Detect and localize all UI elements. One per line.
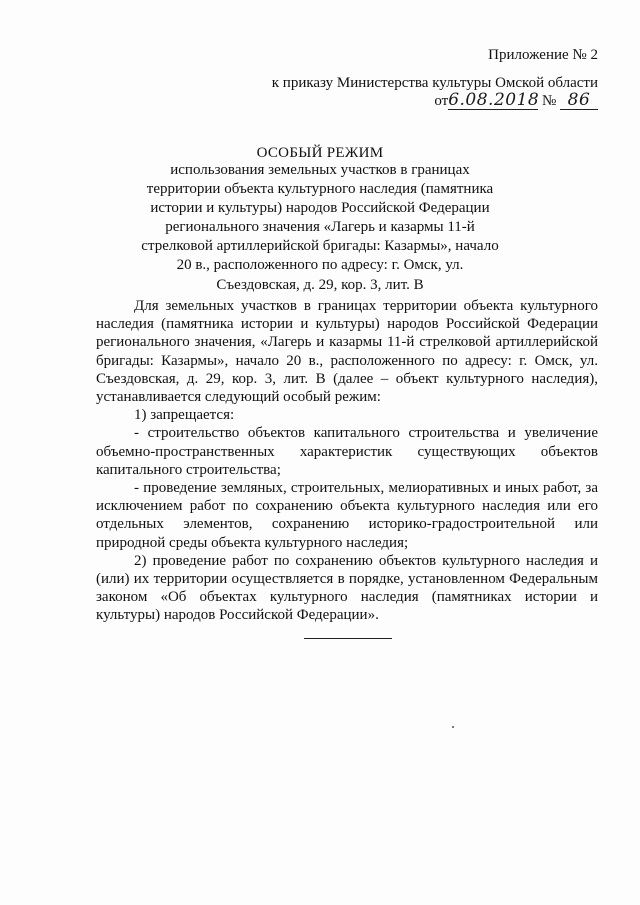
number-prefix: № bbox=[541, 93, 557, 109]
order-date-number bbox=[434, 91, 598, 110]
item-1-heading: 1) запрещается: bbox=[134, 407, 235, 424]
date-prefix: от bbox=[434, 93, 449, 109]
item-1-point-b: - проведение земляных, строительных, мелиоративных и иных работ, за исключением работ по сохранению объекта культурного наследия или его отдельных элементов, сохранению историко-градостроительной или природной среды объекта культурного наследия; bbox=[96, 480, 598, 551]
appendix-label: Приложение № 2 bbox=[488, 47, 598, 63]
end-separator-line bbox=[304, 638, 392, 639]
document-body bbox=[96, 297, 598, 625]
item-2-paragraph: 2) проведение работ по сохранению объектов культурного наследия и (или) их территории осуществляется в порядке, установленном Федеральным законом «Об объектах культурного наследия (памятниках истории и культуры) народов Российской Федерации». bbox=[96, 552, 598, 624]
document-subtitle: использования земельных участков в границах территории объекта культурного наследия (памятника истории и культуры) народов Российской Федерации регионального значения «Лагерь и казармы 11-й стрелковой артиллерийской бригады: Казармы», начало 20 в., расположенного по адресу: г. Омск, ул. Съездовская, д. 29, кор. 3, лит. В bbox=[141, 162, 499, 293]
handwritten-number: 86 bbox=[560, 91, 598, 110]
scan-speck bbox=[452, 726, 454, 728]
order-reference: к приказу Министерства культуры Омской области bbox=[271, 75, 598, 91]
item-1-point-a: - строительство объектов капитального строительства и увеличение объемно-пространственных характеристик существующих объектов капитального строительства; bbox=[96, 425, 598, 478]
handwritten-date: 6.08.2018 bbox=[448, 90, 540, 110]
intro-paragraph: Для земельных участков в границах территории объекта культурного наследия (памятника истории и культуры) народов Российской Федерации регионального значения, «Лагерь и казармы 11-й стрелковой артиллерийской бригады: Казармы», начало 20 в., расположенного по адресу: г. Омск, ул. Съездовская, д. 29, кор. 3, лит. В (далее – объект культурного наследия), устанавливается следующий особый режим: bbox=[96, 298, 598, 406]
document-title: ОСОБЫЙ РЕЖИМ bbox=[256, 145, 384, 161]
